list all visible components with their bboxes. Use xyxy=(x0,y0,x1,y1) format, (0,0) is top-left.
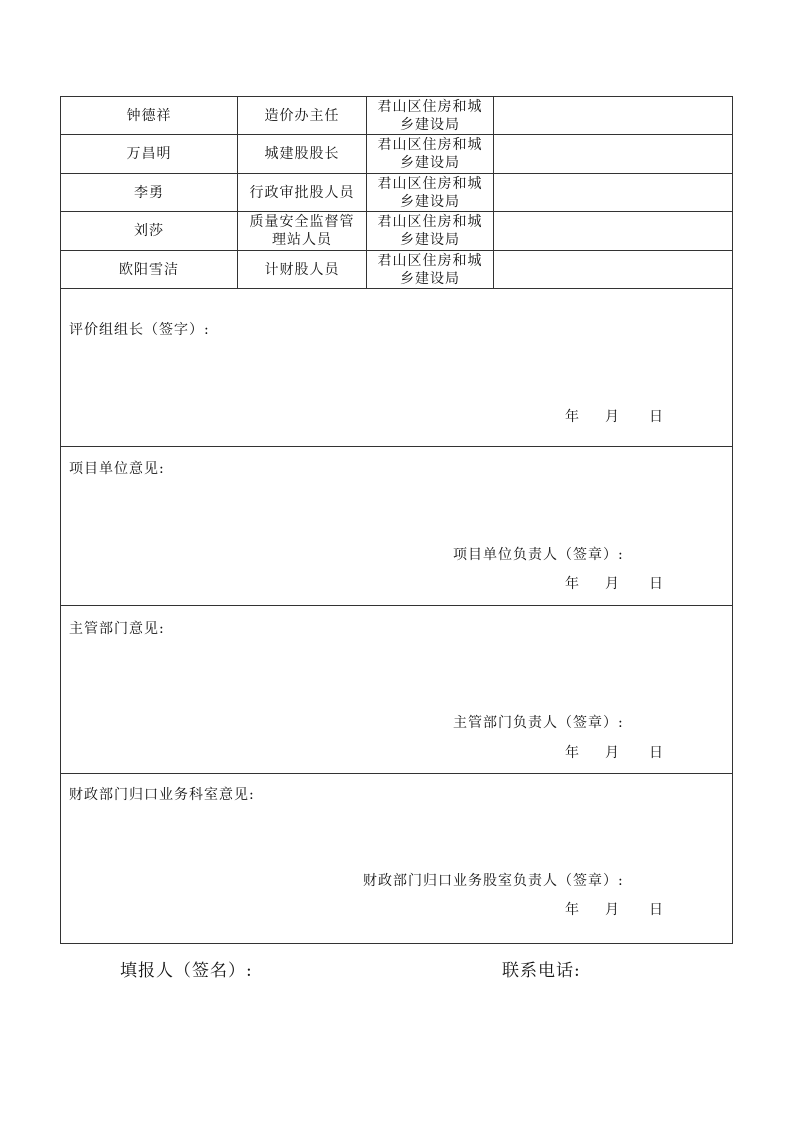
department-title: 主管部门意见: xyxy=(69,621,165,637)
leader-date: 年 月 日 xyxy=(565,409,663,425)
member-row xyxy=(61,174,732,212)
finance-section[interactable] xyxy=(61,774,732,944)
member-row xyxy=(61,212,732,251)
member-position: 造价办主任 xyxy=(238,97,367,134)
project-unit-title: 项目单位意见: xyxy=(69,461,165,477)
finance-date: 年 月 日 xyxy=(565,902,663,918)
project-unit-section[interactable] xyxy=(61,447,732,606)
member-position: 城建股股长 xyxy=(238,135,367,173)
project-unit-sign: 项目单位负责人（签章）: xyxy=(453,547,624,563)
finance-sign: 财政部门归口业务股室负责人（签章）: xyxy=(363,873,624,889)
member-position: 质量安全监督管理站人员 xyxy=(238,212,367,250)
member-unit: 君山区住房和城乡建设局 xyxy=(367,212,494,250)
member-unit: 君山区住房和城乡建设局 xyxy=(367,251,494,288)
member-name: 李勇 xyxy=(61,174,238,211)
department-sign: 主管部门负责人（签章）: xyxy=(453,715,624,731)
member-row xyxy=(61,135,732,174)
leader-section[interactable] xyxy=(61,289,732,447)
member-signature[interactable] xyxy=(494,212,732,250)
project-unit-date: 年 月 日 xyxy=(565,576,663,592)
member-signature[interactable] xyxy=(494,174,732,211)
member-position: 计财股人员 xyxy=(238,251,367,288)
member-unit: 君山区住房和城乡建设局 xyxy=(367,97,494,134)
member-signature[interactable] xyxy=(494,97,732,134)
filler-label: 填报人（签名）: xyxy=(120,961,253,981)
member-row xyxy=(61,97,732,135)
finance-title: 财政部门归口业务科室意见: xyxy=(69,787,255,803)
member-signature[interactable] xyxy=(494,135,732,173)
evaluation-form xyxy=(60,96,733,944)
member-name: 欧阳雪洁 xyxy=(61,251,238,288)
member-position: 行政审批股人员 xyxy=(238,174,367,211)
leader-title: 评价组组长（签字）: xyxy=(69,322,210,338)
phone-label: 联系电话: xyxy=(502,961,581,981)
member-unit: 君山区住房和城乡建设局 xyxy=(367,135,494,173)
member-unit: 君山区住房和城乡建设局 xyxy=(367,174,494,211)
member-row xyxy=(61,251,732,289)
member-signature[interactable] xyxy=(494,251,732,288)
department-date: 年 月 日 xyxy=(565,745,663,761)
department-section[interactable] xyxy=(61,606,732,774)
member-name: 刘莎 xyxy=(61,212,238,250)
member-name: 钟德祥 xyxy=(61,97,238,134)
member-name: 万昌明 xyxy=(61,135,238,173)
